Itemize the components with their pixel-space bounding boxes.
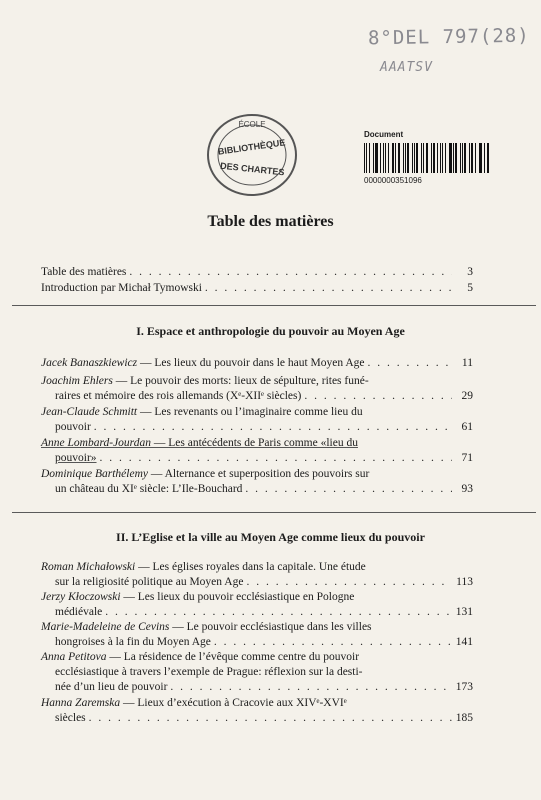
toc-entry xyxy=(41,696,473,726)
toc-page-number: 3 xyxy=(467,266,473,278)
toc-page-number: 173 xyxy=(455,681,473,693)
toc-entry xyxy=(41,265,473,280)
barcode-bar xyxy=(453,143,454,173)
toc-author: Jerzy Kłoczowski xyxy=(41,591,121,603)
barcode-bar xyxy=(455,143,456,173)
toc-entry xyxy=(41,436,473,466)
toc-entry xyxy=(41,281,473,296)
barcode-bar xyxy=(388,143,389,173)
barcode-bar xyxy=(487,143,488,173)
barcode-bar xyxy=(469,143,470,173)
barcode-bar xyxy=(395,143,396,173)
barcode-bar xyxy=(412,143,413,173)
barcode-bar xyxy=(462,143,463,173)
toc-entry-title-cont: hongroises à la fin du Moyen Age xyxy=(55,636,211,648)
toc-entry xyxy=(41,374,473,404)
barcode-bar xyxy=(464,143,465,173)
stamp-top-text: ÉCOLE xyxy=(238,120,266,129)
toc-entry-title-cont: raires et mémoire des rois allemands (Xᵉ-XIIᵉ siècles) xyxy=(55,390,302,402)
toc-page-number: 71 xyxy=(461,452,473,464)
barcode-bar xyxy=(431,143,432,173)
toc-author: Marie-Madeleine de Cevins xyxy=(41,621,170,633)
toc-page-number: 61 xyxy=(461,421,473,433)
barcode-bar xyxy=(445,143,446,173)
toc-entry xyxy=(41,560,473,590)
divider xyxy=(12,305,536,306)
barcode-bar xyxy=(366,143,367,173)
section-heading: I. Espace et anthropologie du pouvoir au Moyen Age xyxy=(136,324,405,338)
toc-entry xyxy=(41,405,473,435)
toc-page-number: 131 xyxy=(455,606,473,618)
barcode-bar xyxy=(416,143,417,173)
toc-entry xyxy=(41,650,473,695)
toc-author: Anna Petitova xyxy=(41,651,107,663)
barcode-bar xyxy=(423,143,424,173)
toc-entry-title-cont: médiévale xyxy=(55,606,103,618)
toc-entry-title: — Lieux d’exécution à Cracovie aux XIVᵉ-XVIᵉ xyxy=(120,697,347,709)
toc-entry-title: Table des matières xyxy=(41,266,127,278)
shelfmark-sub: AAATSV xyxy=(380,60,433,75)
toc-entry-title: Introduction par Michał Tymowski xyxy=(41,282,202,294)
barcode-bar xyxy=(364,143,365,173)
library-stamp xyxy=(205,112,299,198)
toc-entry-title: — Les églises royales dans la capitale. Une étude xyxy=(135,561,366,573)
toc-entry xyxy=(41,467,473,497)
toc-author: Jean-Claude Schmitt xyxy=(41,406,138,418)
toc-page-number: 141 xyxy=(455,636,473,648)
toc-entry-title-cont: sur la religiosité politique au Moyen Age xyxy=(55,576,244,588)
toc-entry-title: — Alternance et superposition des pouvoirs sur xyxy=(148,468,370,480)
toc-entry-title: — Le pouvoir des morts: lieux de sépulture, rites funé- xyxy=(112,375,369,387)
stamp-line2: DES CHARTES xyxy=(219,160,285,178)
barcode-bar xyxy=(480,143,481,173)
toc-entry-title-cont: siècles xyxy=(55,712,86,724)
toc-page-number: 11 xyxy=(461,357,473,369)
toc-author: Dominique Barthélemy xyxy=(41,468,148,480)
barcode-number: 0000000351096 xyxy=(364,176,422,185)
shelfmark: 8°DEL 797(28) xyxy=(367,24,530,50)
toc-entry xyxy=(41,356,473,371)
barcode-bar xyxy=(375,143,377,173)
toc-author: Joachim Ehlers xyxy=(41,375,113,387)
barcode-bar xyxy=(426,143,428,173)
toc-page-number: 113 xyxy=(456,576,473,588)
toc-entry-title-cont: ecclésiastique à travers l’exemple de Prague: réflexion sur la desti- xyxy=(55,666,363,678)
toc-entry-title: — Les lieux du pouvoir ecclésiastique en Pologne xyxy=(120,591,355,603)
toc-entry xyxy=(41,620,473,650)
barcode-bar xyxy=(392,143,393,173)
barcode-bar xyxy=(405,143,406,173)
barcode-bar xyxy=(471,143,473,173)
barcode-bar xyxy=(460,143,461,173)
barcode-bar xyxy=(437,143,438,173)
barcode-bar xyxy=(433,143,434,173)
stamp-line1: BIBLIOTHÈQUE xyxy=(217,137,286,157)
divider xyxy=(12,512,536,513)
toc-entry-title: — Les antécédents de Paris comme «lieu du xyxy=(151,437,358,449)
barcode-bar xyxy=(479,143,480,173)
barcode-bar xyxy=(421,143,422,173)
barcode-bar xyxy=(385,143,386,173)
barcode-document-label: Document xyxy=(364,130,404,139)
barcode-bar xyxy=(440,143,441,173)
toc-author: Roman Michałowski xyxy=(41,561,136,573)
toc-author: Hanna Zaremska xyxy=(41,697,121,709)
toc-entry-title-cont: pouvoir xyxy=(55,421,91,433)
barcode-bar xyxy=(414,143,415,173)
barcode-bar xyxy=(373,143,374,173)
toc-author: Anne Lombard-Jourdan xyxy=(41,437,151,449)
barcode-label xyxy=(364,130,490,185)
barcode-bar xyxy=(403,143,404,173)
barcode-bar xyxy=(407,143,408,173)
toc-entry-title: — Les revenants ou l’imaginaire comme lieu du xyxy=(137,406,363,418)
toc-entry-title-cont: née d’un lieu de pouvoir xyxy=(55,681,168,693)
barcode-bar xyxy=(380,143,381,173)
barcode-bar xyxy=(383,143,384,173)
barcode-bar xyxy=(442,143,443,173)
barcode-bar xyxy=(398,143,400,173)
section-heading: II. L’Eglise et la ville au Moyen Age comme lieux du pouvoir xyxy=(116,530,425,544)
toc-entry-title-cont: un château du XIᵉ siècle: L’Ile-Bouchard xyxy=(55,483,243,495)
barcode-bar xyxy=(475,143,476,173)
toc-entry xyxy=(41,590,473,620)
toc-entry-title: — Les lieux du pouvoir dans le haut Moyen Age xyxy=(137,357,365,369)
toc-page-number: 185 xyxy=(455,712,473,724)
toc-entry-title: — La résidence de l’évêque comme centre du pouvoir xyxy=(106,651,360,663)
barcode-bars xyxy=(364,143,490,173)
barcode-bar xyxy=(369,143,370,173)
page-title: Table des matières xyxy=(207,213,334,230)
toc-author: Jacek Banaszkiewicz xyxy=(41,357,138,369)
toc-page-number: 29 xyxy=(461,390,473,402)
barcode-bar xyxy=(449,143,451,173)
barcode-bar xyxy=(484,143,485,173)
toc-entry-title: — Le pouvoir ecclésiastique dans les villes xyxy=(169,621,372,633)
toc-entry-title-cont: pouvoir» xyxy=(55,452,97,464)
toc-page-number: 93 xyxy=(461,483,473,495)
toc-page-number: 5 xyxy=(467,282,473,294)
